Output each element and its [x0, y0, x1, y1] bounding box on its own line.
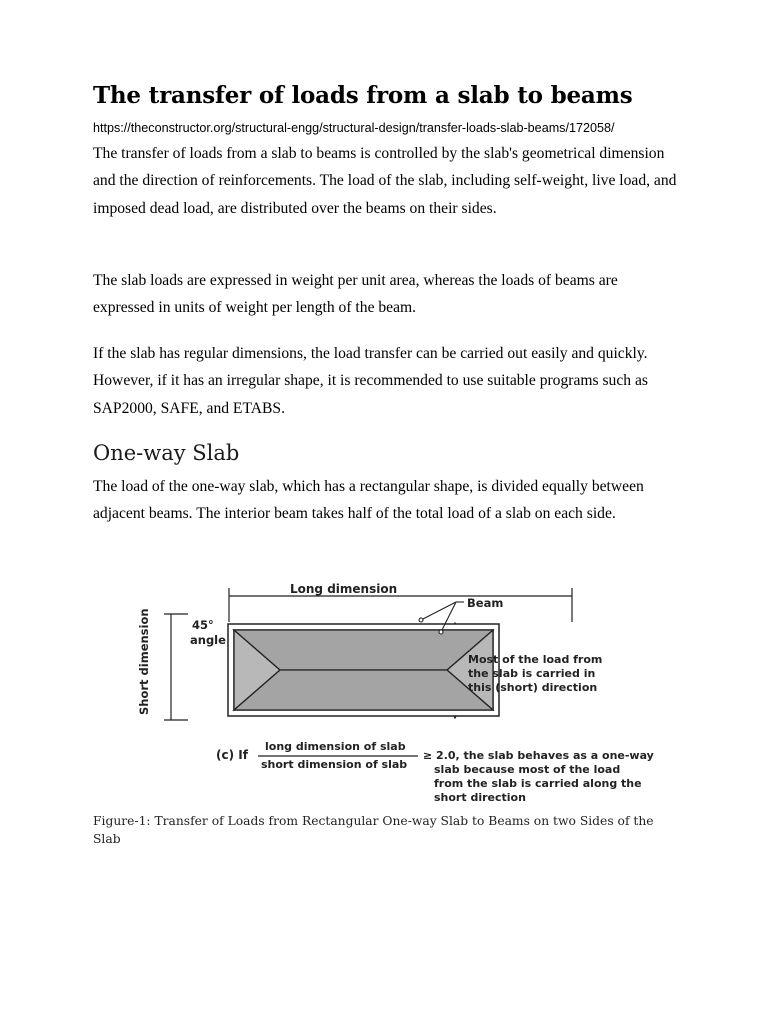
source-url: https://theconstructor.org/structural-engg/structural-design/transfer-loads-slab-beams/172058/	[93, 121, 615, 135]
label-rule-2: slab because most of the load	[434, 763, 621, 776]
label-beam: Beam	[467, 596, 504, 610]
slab-trapezoid-top	[234, 630, 493, 670]
section-heading: One-way Slab	[93, 441, 240, 465]
label-rule-3: from the slab is carried along the	[434, 777, 642, 790]
label-load-note-3: this (short) direction	[468, 681, 598, 694]
beam-leader-dot-1	[419, 618, 423, 622]
label-case: (c) If	[216, 748, 248, 762]
label-rule-4: short direction	[434, 791, 526, 804]
label-load-note-2: the slab is carried in	[468, 667, 596, 680]
paragraph-software: If the slab has regular dimensions, the load transfer can be carried out easily and quickly. However, if it has an irregular shape, it is recommended to use suitable programs such as SAP2000, SAFE, and ETABS.	[93, 345, 648, 417]
page-title: The transfer of loads from a slab to beams	[93, 82, 633, 109]
paragraph-intro: The transfer of loads from a slab to beams is controlled by the slab's geometrical dimension and the direction of reinforcements. The load of the slab, including self-weight, live load, and imposed dead load, are distributed over the beams on their sides.	[93, 145, 677, 217]
label-denominator: short dimension of slab	[261, 758, 408, 771]
label-short-dimension: Short dimension	[137, 608, 151, 715]
label-load-note-1: Most of the load from	[468, 653, 603, 666]
label-angle-value: 45°	[192, 618, 214, 632]
paragraph-one-way-slab: The load of the one-way slab, which has a rectangular shape, is divided equally between adjacent beams. The interior beam takes half of the total load of a slab on each side.	[93, 478, 644, 523]
label-rule-1: ≥ 2.0, the slab behaves as a one-way	[423, 749, 654, 762]
label-angle-word: angle	[190, 633, 226, 647]
figure-caption: Figure-1: Transfer of Loads from Rectangular One-way Slab to Beams on two Sides of the Slab	[93, 814, 654, 846]
slab-load-figure	[128, 572, 668, 812]
label-numerator: long dimension of slab	[265, 740, 406, 753]
slab-diagram	[128, 572, 668, 812]
slab-trapezoid-bottom	[234, 670, 493, 710]
paragraph-units: The slab loads are expressed in weight per unit area, whereas the loads of beams are expressed in units of weight per length of the beam.	[93, 272, 618, 317]
label-long-dimension: Long dimension	[290, 582, 398, 596]
beam-leader-1	[421, 602, 456, 620]
beam-leader-dot-2	[439, 630, 443, 634]
